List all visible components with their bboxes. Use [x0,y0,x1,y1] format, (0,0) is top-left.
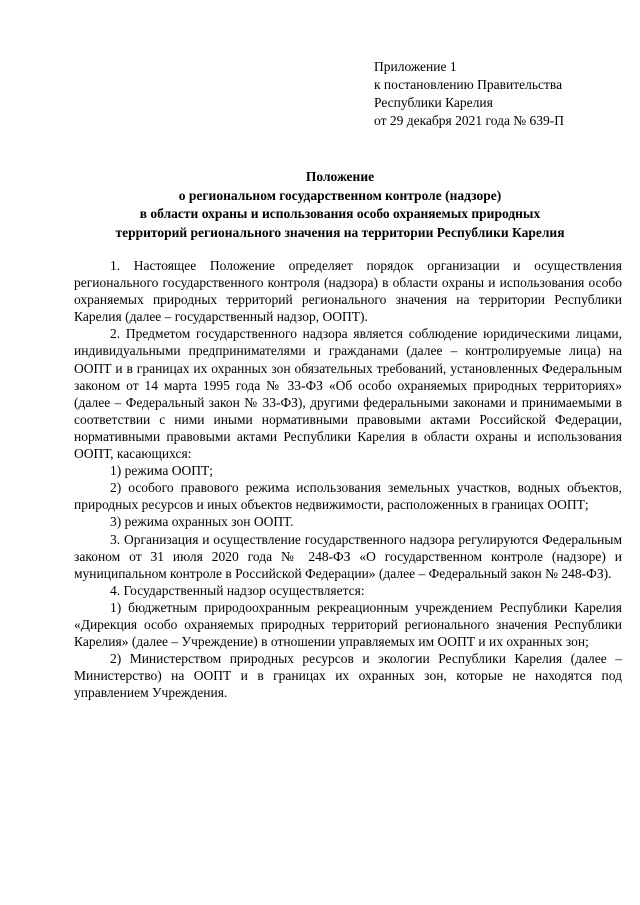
appendix-line: от 29 декабря 2021 года № 639-П [374,113,565,128]
appendix-line: к постановлению Правительства [374,77,563,92]
appendix-line: Приложение 1 [374,59,457,74]
paragraph: 2) Министерством природных ресурсов и экологии Республики Карелия (далее – Министерство) на ООПТ и в границах их охранных зон, которые не находятся под управлением Учреждения. [74,651,622,701]
title-line: в области охраны и использования особо охраняемых природных [139,206,541,221]
paragraph: 1. Настоящее Положение определяет порядок организации и осуществления регионального государственного контроля (надзора) в области охраны и использования особо охраняемых природных территорий регионального значения на территории Республики Карелия (далее – государственный надзор, ООПТ). [74,258,622,325]
paragraph: 1) бюджетным природоохранным рекреационным учреждением Республики Карелия «Дирекция особо охраняемых природных территорий регионального значения Республики Карелия» (далее – Учреждение) в отношении управляемых им ООПТ и их охранных зон; [74,599,622,650]
document-body [74,257,622,701]
paragraph: 1) режима ООПТ; [110,463,213,479]
appendix-block [374,58,624,130]
paragraph: 3. Организация и осуществление государственного надзора регулируются Федеральным законом от 31 июля 2020 года № 248-ФЗ «О государственном контроле (надзоре) и муниципальном контроле в Российской Федерации» (далее – Федеральный закон № 248-ФЗ). [74,531,622,581]
paragraph: 2. Предметом государственного надзора является соблюдение юридическими лицами, индивидуальными предпринимателями и гражданами (далее – контролируемые лица) на ООПТ и в границах их охранных зон обязательных требований, установленных Федеральным законом от 14 марта 1995 года № 33-ФЗ «Об особо охраняемых природных территориях» (далее – Федеральный закон № 33-ФЗ), другими федеральными законами и принимаемыми в соответствии с ними иными нормативными правовыми актами Российской Федерации, нормативными правовыми актами Республики Карелия в области охраны и использования ООПТ, касающихся: [74,326,622,462]
appendix-line: Республики Карелия [374,95,493,110]
title-line: территорий регионального значения на территории Республики Карелия [115,224,565,240]
paragraph: 3) режима охранных зон ООПТ. [110,514,294,530]
paragraph: 4. Государственный надзор осуществляется: [110,582,365,598]
document-title [60,168,620,242]
title-line: о региональном государственном контроле (надзоре) [178,187,502,203]
title-line: Положение [305,169,375,184]
paragraph: 2) особого правового режима использования земельных участков, водных объектов, природных ресурсов и иных объектов недвижимости, расположенных в границах ООПТ; [74,480,622,513]
